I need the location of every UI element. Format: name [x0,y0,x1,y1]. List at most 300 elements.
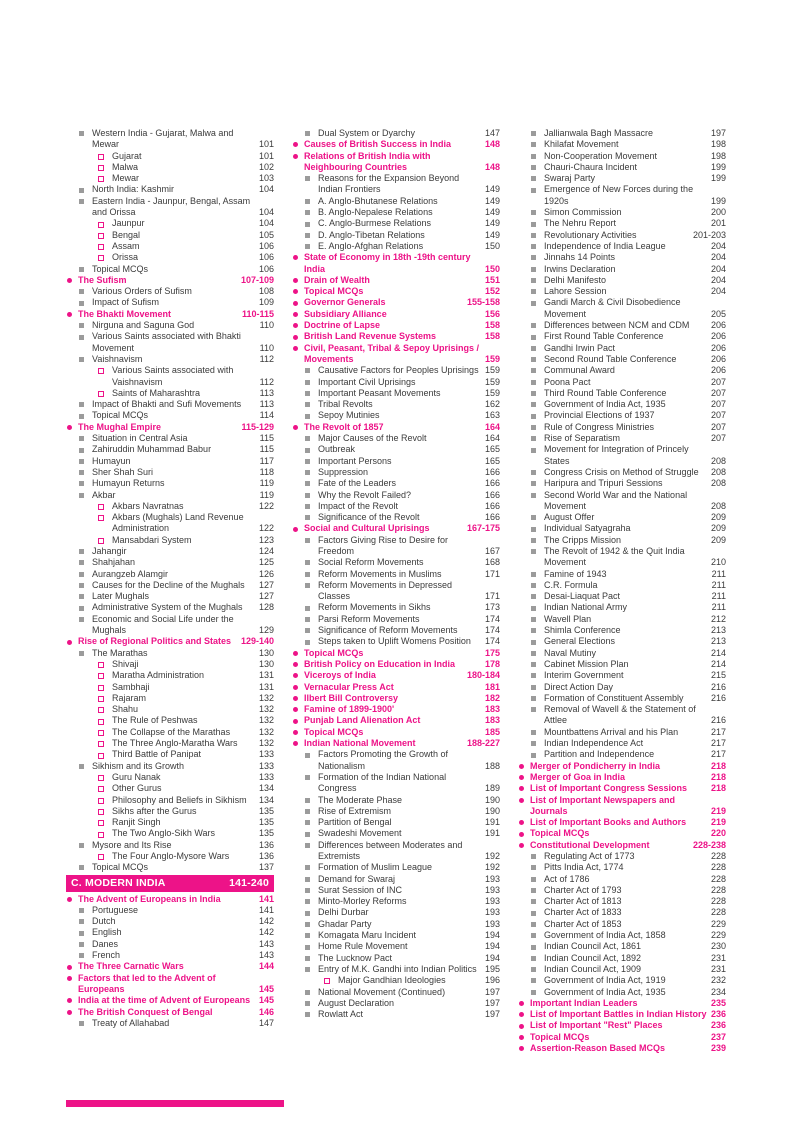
square-bullet-icon [531,515,536,520]
page-number: 130 [258,658,274,669]
page-number: 114 [259,410,274,421]
toc-entry-title: The Revolt of 1942 & the Quit India Movement [544,545,685,568]
page-number: 239 [710,1043,726,1054]
toc-column-2 [292,128,500,1054]
toc-entry-title: Malwa [112,161,139,172]
round-bullet-icon [67,965,72,970]
page-number: 235 [710,997,726,1008]
page-number: 204 [710,240,726,251]
square-bullet-icon [305,753,310,758]
toc-entry-title: Viceroys of India [304,670,376,681]
page-number: 207 [710,387,726,398]
toc-entry [292,388,500,399]
toc-entry-title: Reasons for the Expansion Beyond Indian Frontiers [318,173,460,195]
square-bullet-icon [531,176,536,181]
toc-entry [66,636,274,647]
square-bullet-icon [79,493,84,498]
page-number: 211 [711,602,726,613]
page-number: 128 [258,602,274,613]
open-square-bullet-icon [98,368,104,374]
round-bullet-icon [293,719,298,724]
square-bullet-icon [79,942,84,947]
page-number: 234 [710,986,726,997]
round-bullet-icon [293,685,298,690]
toc-entry [66,659,274,670]
toc-entry-title: Home Rule Movement [318,941,408,952]
page-number: 123 [258,534,274,545]
toc-entry [66,862,274,873]
toc-entry [292,896,500,907]
round-bullet-icon [67,976,72,981]
toc-entry [66,995,274,1006]
page-number: 142 [258,916,274,927]
toc-entry [292,241,500,252]
toc-entry-title: Jahangir [92,545,127,556]
page-number: 206 [710,365,726,376]
page-number: 148 [484,161,500,172]
toc-entry [66,478,274,489]
square-bullet-icon [79,594,84,599]
page-number: 190 [484,805,500,816]
toc-entry-title: Economic and Social Life under the Mughals [92,613,234,636]
toc-entry [292,828,500,839]
page-number: 208 [710,455,726,466]
round-bullet-icon [293,662,298,667]
toc-entry [66,264,274,275]
page-number: 193 [484,907,500,918]
page-number: 182 [484,692,500,703]
toc-entry-title: Humayun Returns [92,478,165,489]
toc-entry [66,648,274,659]
toc-entry-title: Individual Satyagraha [544,523,631,534]
toc-entry [66,772,274,783]
square-bullet-icon [531,967,536,972]
toc-entry [518,941,726,952]
toc-entry-title: Rise of Extremism [318,805,392,816]
toc-entry [518,1009,726,1020]
toc-entry [292,343,500,366]
square-bullet-icon [531,357,536,362]
square-bullet-icon [305,572,310,577]
page-number: 133 [258,760,274,771]
page-number: 192 [484,851,500,861]
toc-entry [292,535,500,558]
page-number: 216 [710,715,726,726]
toc-entry [518,998,726,1009]
square-bullet-icon [79,448,84,453]
page-number: 171 [484,568,500,579]
square-bullet-icon [305,244,310,249]
page-number: 158 [484,331,500,342]
toc-entry [292,320,500,331]
toc-entry [292,659,500,670]
square-bullet-icon [305,956,310,961]
toc-entry-title: Later Mughals [92,591,150,602]
toc-entry-title: Dutch [92,916,116,927]
page-number: 163 [484,410,500,421]
toc-entry [292,840,500,863]
page-number: 206 [710,320,726,331]
toc-entry [66,738,274,749]
toc-entry [66,331,274,354]
toc-entry [292,636,500,647]
page-number: 213 [710,625,726,636]
page-number: 215 [710,670,726,681]
toc-entry [292,727,500,738]
round-bullet-icon [293,301,298,306]
toc-entry [518,354,726,365]
toc-entry [518,670,726,681]
toc-entry [518,874,726,885]
toc-entry [66,320,274,331]
toc-entry [66,602,274,613]
square-bullet-icon [79,481,84,486]
toc-entry [66,535,274,546]
page-number: 108 [258,286,274,297]
square-bullet-icon [531,436,536,441]
toc-entry [66,218,274,229]
page-number: 132 [258,704,274,715]
page-number: 201 [710,218,726,229]
square-bullet-icon [531,978,536,983]
toc-entry [518,207,726,218]
toc-entry-title: Swadeshi Movement [318,828,402,839]
page-number: 211 [711,591,726,602]
page-number: 228 [710,884,726,895]
page-number: 164 [484,421,500,432]
toc-entry [292,704,500,715]
toc-entry [518,377,726,388]
toc-entry-title: Nirguna and Saguna God [92,320,195,331]
square-bullet-icon [79,289,84,294]
page-number: 103 [258,173,274,184]
toc-entry-title: Various Saints associated with Vaishnavism [112,365,234,387]
round-bullet-icon [519,1012,524,1017]
toc-entry [518,410,726,421]
toc-entry-title: The Nehru Report [544,218,617,229]
toc-entry [518,546,726,569]
round-bullet-icon [519,832,524,837]
toc-entry [292,365,500,376]
open-square-bullet-icon [98,504,104,510]
toc-entry-title: List of Important Newspapers and Journals [530,794,676,816]
toc-entry [292,286,500,297]
square-bullet-icon [305,504,310,509]
open-square-bullet-icon [98,673,104,679]
page-number: 228 [710,896,726,907]
page-number: 151 [484,274,500,285]
toc-entry-title: List of Important Books and Authors [530,817,687,828]
page-number: 198 [710,150,726,161]
square-bullet-icon [531,165,536,170]
page-number: 197 [710,128,726,138]
page-number: 124 [258,545,274,556]
square-bullet-icon [531,651,536,656]
page-number: 199 [710,195,726,206]
page-number: 208 [710,466,726,477]
square-bullet-icon [531,673,536,678]
toc-column-1 [66,128,274,1054]
toc-entry [518,512,726,523]
square-bullet-icon [79,583,84,588]
toc-entry-title: Significance of Reform Movements [318,625,458,636]
page-number: 104 [258,218,274,229]
page-number: 152 [484,286,500,297]
toc-entry-title: The Rule of Peshwas [112,715,198,726]
round-bullet-icon [67,640,72,645]
toc-entry [292,512,500,523]
toc-entry [518,975,726,986]
page-number: 133 [258,749,274,760]
page-number: 166 [484,512,500,523]
toc-entry [66,670,274,681]
toc-entry-title: Gandi March & Civil Disobedience Movement [544,297,681,319]
toc-entry [292,456,500,467]
toc-entry-title: Important Peasant Movements [318,387,441,398]
toc-entry [292,275,500,286]
toc-entry [66,501,274,512]
toc-entry [292,399,500,410]
page-number: 149 [484,207,500,218]
page-number: 236 [710,1020,726,1031]
page-number: 208 [710,478,726,489]
toc-entry [518,151,726,162]
page-number: 198 [710,139,726,150]
toc-entry [518,907,726,918]
square-bullet-icon [531,640,536,645]
toc-entry [518,275,726,286]
square-bullet-icon [531,222,536,227]
open-square-bullet-icon [98,165,104,171]
toc-entry-title: India at the time of Advent of Europeans [78,995,251,1006]
page-number: 133 [258,771,274,782]
page-number: 119 [259,478,274,489]
page-number: 194 [484,952,500,963]
toc-entry-title: Indian Independence Act [544,738,644,749]
square-bullet-icon [531,142,536,147]
toc-entry [292,207,500,218]
square-bullet-icon [305,888,310,893]
toc-entry [292,523,500,534]
toc-entry-title: Congress Crisis on Method of Struggle [544,466,699,477]
page-number: 204 [710,263,726,274]
toc-entry [518,749,726,760]
section-banner-title: C. MODERN INDIA [71,876,166,889]
toc-entry-title: Regulating Act of 1773 [544,851,635,861]
page-number: 196 [484,975,500,986]
round-bullet-icon [293,673,298,678]
toc-entry-title: Merger of Pondicherry in India [530,760,661,771]
toc-entry-title: Relations of British India with Neighbouring Countries [304,150,431,172]
page-number: 232 [710,975,726,986]
toc-entry [292,569,500,580]
page-number: 214 [710,658,726,669]
toc-entry-title: The Mughal Empire [78,421,162,432]
page-number: 197 [484,986,500,997]
toc-entry-title: Steps taken to Uplift Womens Position [318,636,471,647]
toc-entry [518,795,726,818]
round-bullet-icon [519,775,524,780]
page-number: 147 [484,128,500,138]
square-bullet-icon [305,1012,310,1017]
page-number: 149 [484,184,500,195]
toc-entry [518,919,726,930]
toc-entry [66,230,274,241]
toc-entry [518,388,726,399]
square-bullet-icon [305,380,310,385]
toc-entry [518,636,726,647]
page-number: 211 [711,568,726,579]
square-bullet-icon [305,210,310,215]
toc-entry-title: Causes for the Decline of the Mughals [92,579,245,590]
open-square-bullet-icon [98,730,104,736]
square-bullet-icon [79,199,84,204]
square-bullet-icon [531,741,536,746]
open-square-bullet-icon [98,786,104,792]
open-square-bullet-icon [98,832,104,838]
toc-entry-title: Indian National Movement [304,738,416,749]
toc-entry [292,885,500,896]
toc-entry [66,806,274,817]
square-bullet-icon [305,922,310,927]
toc-entry-title: Portuguese [92,904,139,915]
toc-entry [66,828,274,839]
square-bullet-icon [305,470,310,475]
square-bullet-icon [531,865,536,870]
page-number: 129-140 [240,636,274,647]
toc-entry-title: Treaty of Allahabad [92,1017,170,1028]
page-number: 228 [710,873,726,884]
toc-entry [66,512,274,535]
toc-entry-title: Aurangzeb Alamgir [92,568,169,579]
toc-entry [292,919,500,930]
toc-entry-title: Interim Government [544,670,624,681]
square-bullet-icon [305,436,310,441]
toc-entry-title: Important Indian Leaders [530,997,638,1008]
toc-entry [518,478,726,489]
toc-entry-title: Entry of M.K. Gandhi into Indian Politics [318,963,477,974]
toc-entry-title: Other Gurus [112,783,162,794]
page-number: 207 [710,376,726,387]
round-bullet-icon [67,278,72,283]
toc-entry [66,1018,274,1029]
toc-entry-title: Shahjahan [92,557,136,568]
page-number: 231 [710,963,726,974]
toc-entry [66,973,274,996]
toc-entry [518,343,726,354]
square-bullet-icon [531,368,536,373]
toc-entry-title: Various Saints associated with Bhakti Movement [92,331,241,353]
open-square-bullet-icon [98,820,104,826]
toc-entry-title: Outbreak [318,444,356,455]
toc-entry-title: Gandhi Irwin Pact [544,342,616,353]
square-bullet-icon [79,651,84,656]
square-bullet-icon [305,843,310,848]
toc-entry-title: Impact of Sufism [92,297,160,308]
toc-entry [518,885,726,896]
square-bullet-icon [531,753,536,758]
square-bullet-icon [305,448,310,453]
toc-entry-title: Why the Revolt Failed? [318,489,412,500]
page-number: 188 [484,760,500,771]
page-number: 218 [710,771,726,782]
square-bullet-icon [79,919,84,924]
toc-entry [292,806,500,817]
round-bullet-icon [293,425,298,430]
toc-entry-title: Differences between Moderates and Extremists [318,839,463,861]
page-number: 218 [710,783,726,794]
open-square-bullet-icon [98,753,104,759]
square-bullet-icon [531,888,536,893]
page-number: 229 [710,918,726,929]
toc-entry-title: Sikhism and its Growth [92,760,185,771]
toc-entry [66,591,274,602]
round-bullet-icon [519,843,524,848]
toc-entry-title: Charter Act of 1853 [544,918,622,929]
section-banner-pages: 141-240 [229,876,269,889]
page-number: 146 [258,1006,274,1017]
page-number: 212 [710,613,726,624]
open-square-bullet-icon [98,854,104,860]
toc-entry [292,602,500,613]
toc-entry-title: The Three Anglo-Maratha Wars [112,738,238,749]
toc-entry [292,557,500,568]
page-number: 206 [710,342,726,353]
toc-entry [518,569,726,580]
toc-entry [518,1043,726,1054]
square-bullet-icon [531,425,536,430]
toc-entry-title: Suppression [318,466,369,477]
square-bullet-icon [79,357,84,362]
page-number: 217 [710,726,726,737]
toc-entry [518,297,726,320]
toc-entry-title: Zahiruddin Muhammad Babur [92,444,212,455]
page-number: 237 [710,1031,726,1042]
toc-entry-title: Indian National Army [544,602,628,613]
square-bullet-icon [531,628,536,633]
toc-entry [518,896,726,907]
square-bullet-icon [79,617,84,622]
toc-entry-title: E. Anglo-Afghan Relations [318,240,424,251]
toc-entry-title: Humayun [92,455,131,466]
page-number: 112 [259,353,274,364]
page-number: 209 [710,523,726,534]
square-bullet-icon [531,335,536,340]
toc-entry-title: Akbar [92,489,116,500]
toc-entry-title: Third Round Table Conference [544,387,667,398]
toc-entry [292,874,500,885]
square-bullet-icon [79,606,84,611]
toc-entry-title: The Three Carnatic Wars [78,961,184,972]
toc-entry-title: Haripura and Tripuri Sessions [544,478,663,489]
page-number: 194 [484,930,500,941]
page-number: 135 [258,828,274,839]
toc-entry-title: Akbars (Mughals) Land Revenue Administration [112,512,244,534]
page-number: 216 [710,681,726,692]
square-bullet-icon [305,990,310,995]
open-square-bullet-icon [98,391,104,397]
toc-entry [518,817,726,828]
page-number: 181 [484,681,500,692]
toc-entry-title: Differences between NCM and CDM [544,320,690,331]
toc-entry-title: Delhi Durbar [318,907,369,918]
page-number: 205 [710,308,726,319]
toc-entry [66,162,274,173]
toc-entry-title: General Elections [544,636,616,647]
toc-entry-title: Social and Cultural Uprisings [304,523,430,534]
toc-entry-title: Khilafat Movement [544,139,619,150]
square-bullet-icon [79,188,84,193]
